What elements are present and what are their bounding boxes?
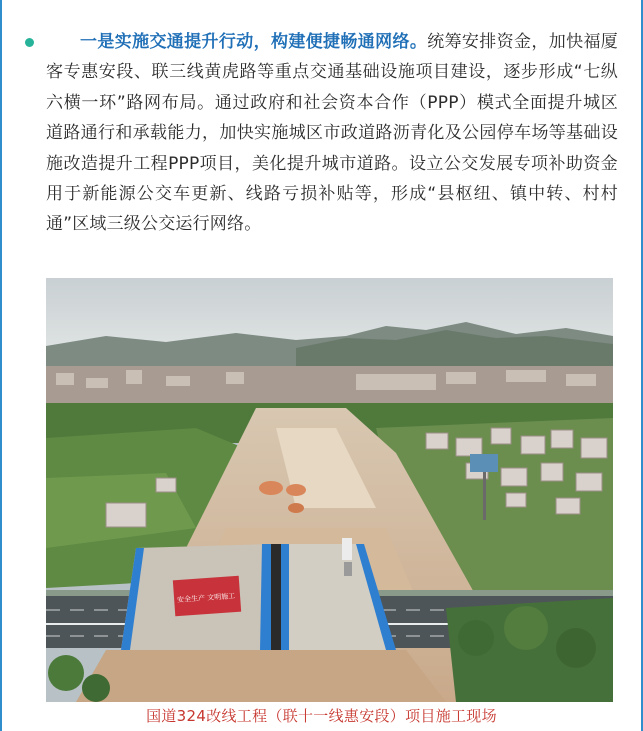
photo-caption: 国道324改线工程（联十一线惠安段）项目施工现场 xyxy=(146,707,497,725)
photo-illustration xyxy=(46,278,613,702)
bullet-dot-icon xyxy=(25,38,34,47)
article-paragraph xyxy=(46,27,618,240)
paragraph-body: 统筹安排资金，加快福厦客专惠安段、联三线黄虎路等重点交通基础设施项目建设，逐步形成“七纵六横一环”路网布局。通过政府和社会资本合作（PPP）模式全面提升城区道路通行和承载能力，加快实施城区市政道路沥青化及公园停车场等基础设施改造提升工程PPP项目，美化提升城市道路。设立公交发展专项补助资金用于新能源公交车更新、线路亏损补贴等，形成“县枢纽、镇中转、村村通”区域三级公交运行网络。 xyxy=(46,32,619,235)
paragraph-lead: 一是实施交通提升行动，构建便捷畅通网络。 xyxy=(80,32,428,52)
site-sign-text: 安全生产 文明施工 xyxy=(176,592,236,605)
construction-site-photo xyxy=(46,278,613,702)
